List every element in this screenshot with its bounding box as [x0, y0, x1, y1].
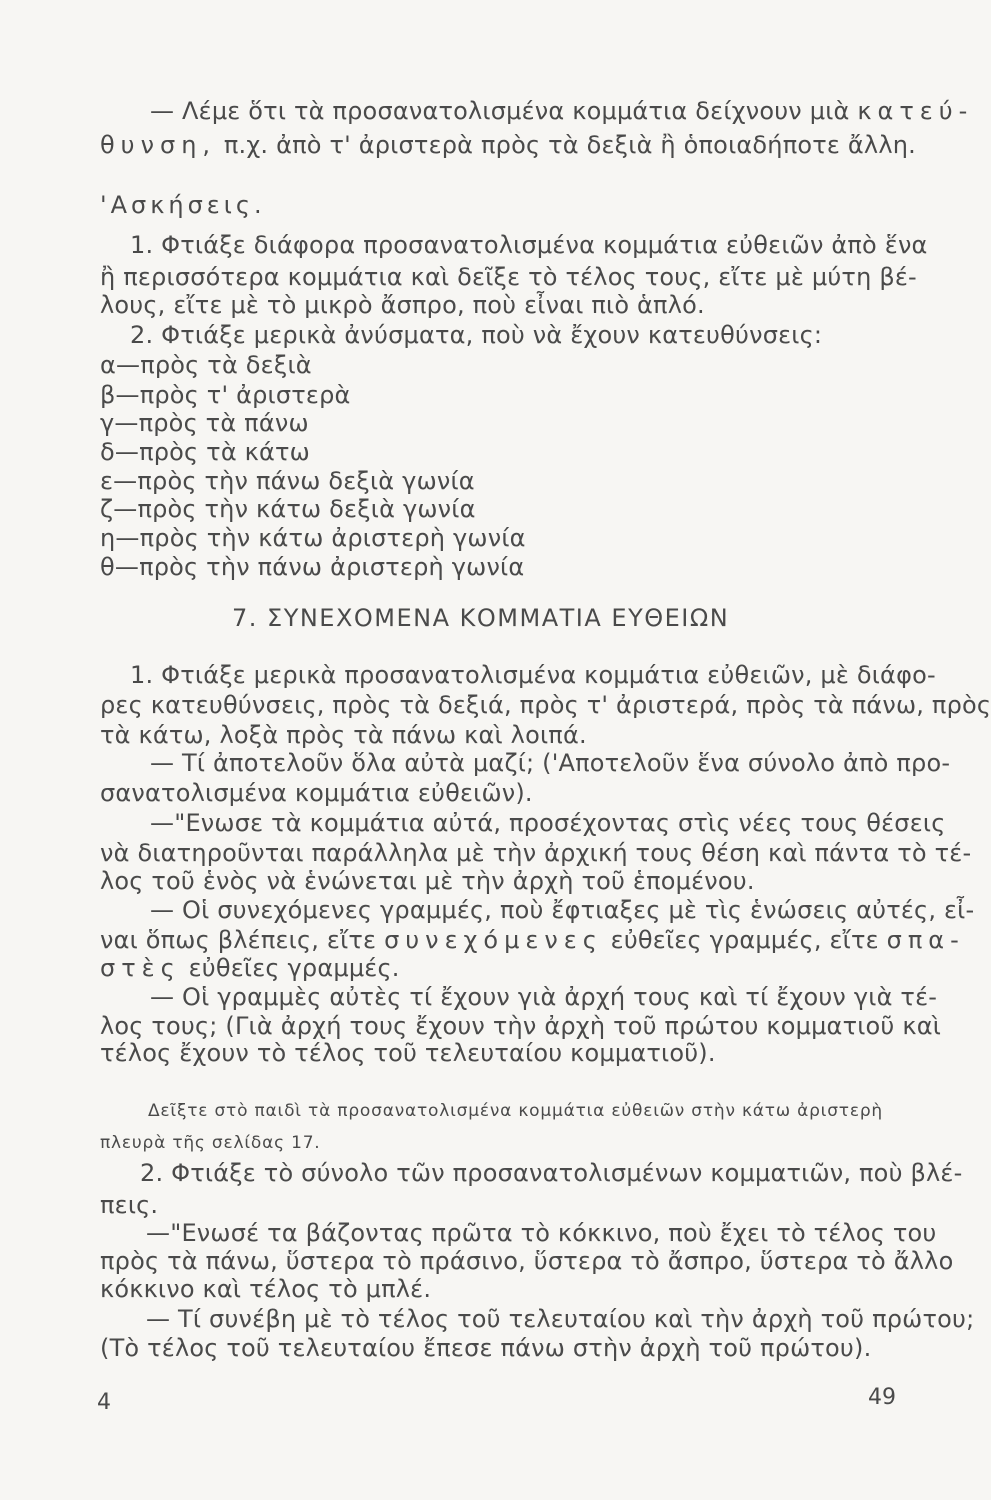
- intro-line-1: — Λέμε ὅτι τὰ προσανατολισμένα κομμάτια δείχνουν μιὰ κατεύ-: [150, 97, 974, 125]
- section-1-line-6: —"Ενωσε τὰ κομμάτια αὐτά, προσέχοντας στὶς νέες τους θέσεις: [150, 809, 946, 837]
- page-number-left: 4: [97, 1390, 111, 1415]
- section-2-line-4: πρὸς τὰ πάνω, ὕστερα τὸ πράσινο, ὕστερα τὸ ἄσπρο, ὕστερα τὸ ἄλλο: [100, 1247, 954, 1275]
- exercise-1-line-3: λους, εἴτε μὲ τὸ μικρὸ ἄσπρο, ποὺ εἶναι πιὸ ἁπλό.: [100, 291, 705, 319]
- list-item: ζ—πρὸς τὴν κάτω δεξιὰ γωνία: [100, 495, 476, 523]
- section-title: 7. ΣΥΝΕΧΟΜΕΝΑ ΚΟΜΜΑΤΙΑ ΕΥΘΕΙΩΝ: [232, 604, 730, 632]
- exercise-2-line-1: 2. Φτιάξε μερικὰ ἀνύσματα, ποὺ νὰ ἔχουν κατευθύνσεις:: [130, 321, 823, 349]
- list-item: β—πρὸς τ' ἀριστερὰ: [100, 381, 351, 409]
- exercise-1-line-2: ἢ περισσότερα κομμάτια καὶ δεῖξε τὸ τέλος τους, εἴτε μὲ μύτη βέ-: [100, 263, 917, 291]
- intro-line-2: θυνση, π.χ. ἀπὸ τ' ἀριστερὰ πρὸς τὰ δεξιὰ ἢ ὁποιαδήποτε ἄλλη.: [100, 131, 916, 159]
- list-item: δ—πρὸς τὰ κάτω: [100, 438, 310, 466]
- section-1-line-3: τὰ κάτω, λοξὰ πρὸς τὰ πάνω καὶ λοιπά.: [100, 721, 587, 749]
- list-item: η—πρὸς τὴν κάτω ἀριστερὴ γωνία: [100, 524, 526, 552]
- teacher-note-line-1: Δεῖξτε στὸ παιδὶ τὰ προσανατολισμένα κομμάτια εὐθειῶν στὴν κάτω ἀριστερὴ: [148, 1101, 883, 1121]
- teacher-note-line-2: πλευρὰ τῆς σελίδας 17.: [100, 1133, 321, 1153]
- section-1-line-9: — Οἱ συνεχόμενες γραμμές, ποὺ ἔφτιαξες μὲ τὶς ἑνώσεις αὐτές, εἶ-: [150, 896, 975, 924]
- section-1-line-8: λος τοῦ ἑνὸς νὰ ἑνώνεται μὲ τὴν ἀρχὴ τοῦ ἑπομένου.: [100, 867, 755, 895]
- section-1-line-2: ρες κατευθύνσεις, πρὸς τὰ δεξιά, πρὸς τ' ἀριστερά, πρὸς τὰ πάνω, πρὸς: [100, 691, 991, 719]
- section-2-line-7: (Τὸ τέλος τοῦ τελευταίου ἔπεσε πάνω στὴν ἀρχὴ τοῦ πρώτου).: [100, 1334, 872, 1362]
- exercise-1-line-1: 1. Φτιάξε διάφορα προσανατολισμένα κομμάτια εὐθειῶν ἀπὸ ἕνα: [130, 231, 928, 259]
- list-item: γ—πρὸς τὰ πάνω: [100, 409, 309, 437]
- section-1-line-4: — Τί ἀποτελοῦν ὅλα αὐτὰ μαζί; ('Αποτελοῦν ἕνα σύνολο ἀπὸ προ-: [150, 749, 951, 777]
- section-1-line-12: — Οἱ γραμμὲς αὐτὲς τί ἔχουν γιὰ ἀρχή τους καὶ τί ἔχουν γιὰ τέ-: [150, 983, 938, 1011]
- section-1-line-5: σανατολισμένα κομμάτια εὐθειῶν).: [100, 779, 533, 807]
- section-1-line-10: ναι ὅπως βλέπεις, εἴτε συνεχόμενες εὐθεῖες γραμμές, εἴτε σπα-: [100, 926, 965, 954]
- section-1-line-13: λος τους; (Γιὰ ἀρχή τους ἔχουν τὴν ἀρχὴ τοῦ πρώτου κομματιοῦ καὶ: [100, 1012, 942, 1040]
- section-1-line-7: νὰ διατηροῦνται παράλληλα μὲ τὴν ἀρχική τους θέση καὶ πάντα τὸ τέ-: [100, 839, 972, 867]
- section-1-line-14: τέλος ἔχουν τὸ τέλος τοῦ τελευταίου κομματιοῦ).: [100, 1039, 716, 1067]
- list-item: ε—πρὸς τὴν πάνω δεξιὰ γωνία: [100, 467, 475, 495]
- list-item: α—πρὸς τὰ δεξιὰ: [100, 351, 312, 379]
- section-2-line-1: 2. Φτιάξε τὸ σύνολο τῶν προσανατολισμένων κομματιῶν, ποὺ βλέ-: [140, 1159, 963, 1187]
- page-number-right: 49: [868, 1385, 896, 1410]
- section-2-line-5: κόκκινο καὶ τέλος τὸ μπλέ.: [100, 1275, 432, 1303]
- section-2-line-2: πεις.: [100, 1191, 159, 1219]
- section-1-line-1: 1. Φτιάξε μερικὰ προσανατολισμένα κομμάτια εὐθειῶν, μὲ διάφο-: [130, 661, 936, 689]
- section-2-line-3: —"Ενωσέ τα βάζοντας πρῶτα τὸ κόκκινο, ποὺ ἔχει τὸ τέλος του: [146, 1219, 937, 1247]
- section-1-line-11: στὲς εὐθεῖες γραμμές.: [100, 954, 400, 982]
- section-2-line-6: — Τί συνέβη μὲ τὸ τέλος τοῦ τελευταίου καὶ τὴν ἀρχὴ τοῦ πρώτου;: [146, 1305, 975, 1333]
- exercises-title: 'Ασκήσεις.: [100, 191, 266, 219]
- list-item: θ—πρὸς τὴν πάνω ἀριστερὴ γωνία: [100, 553, 525, 581]
